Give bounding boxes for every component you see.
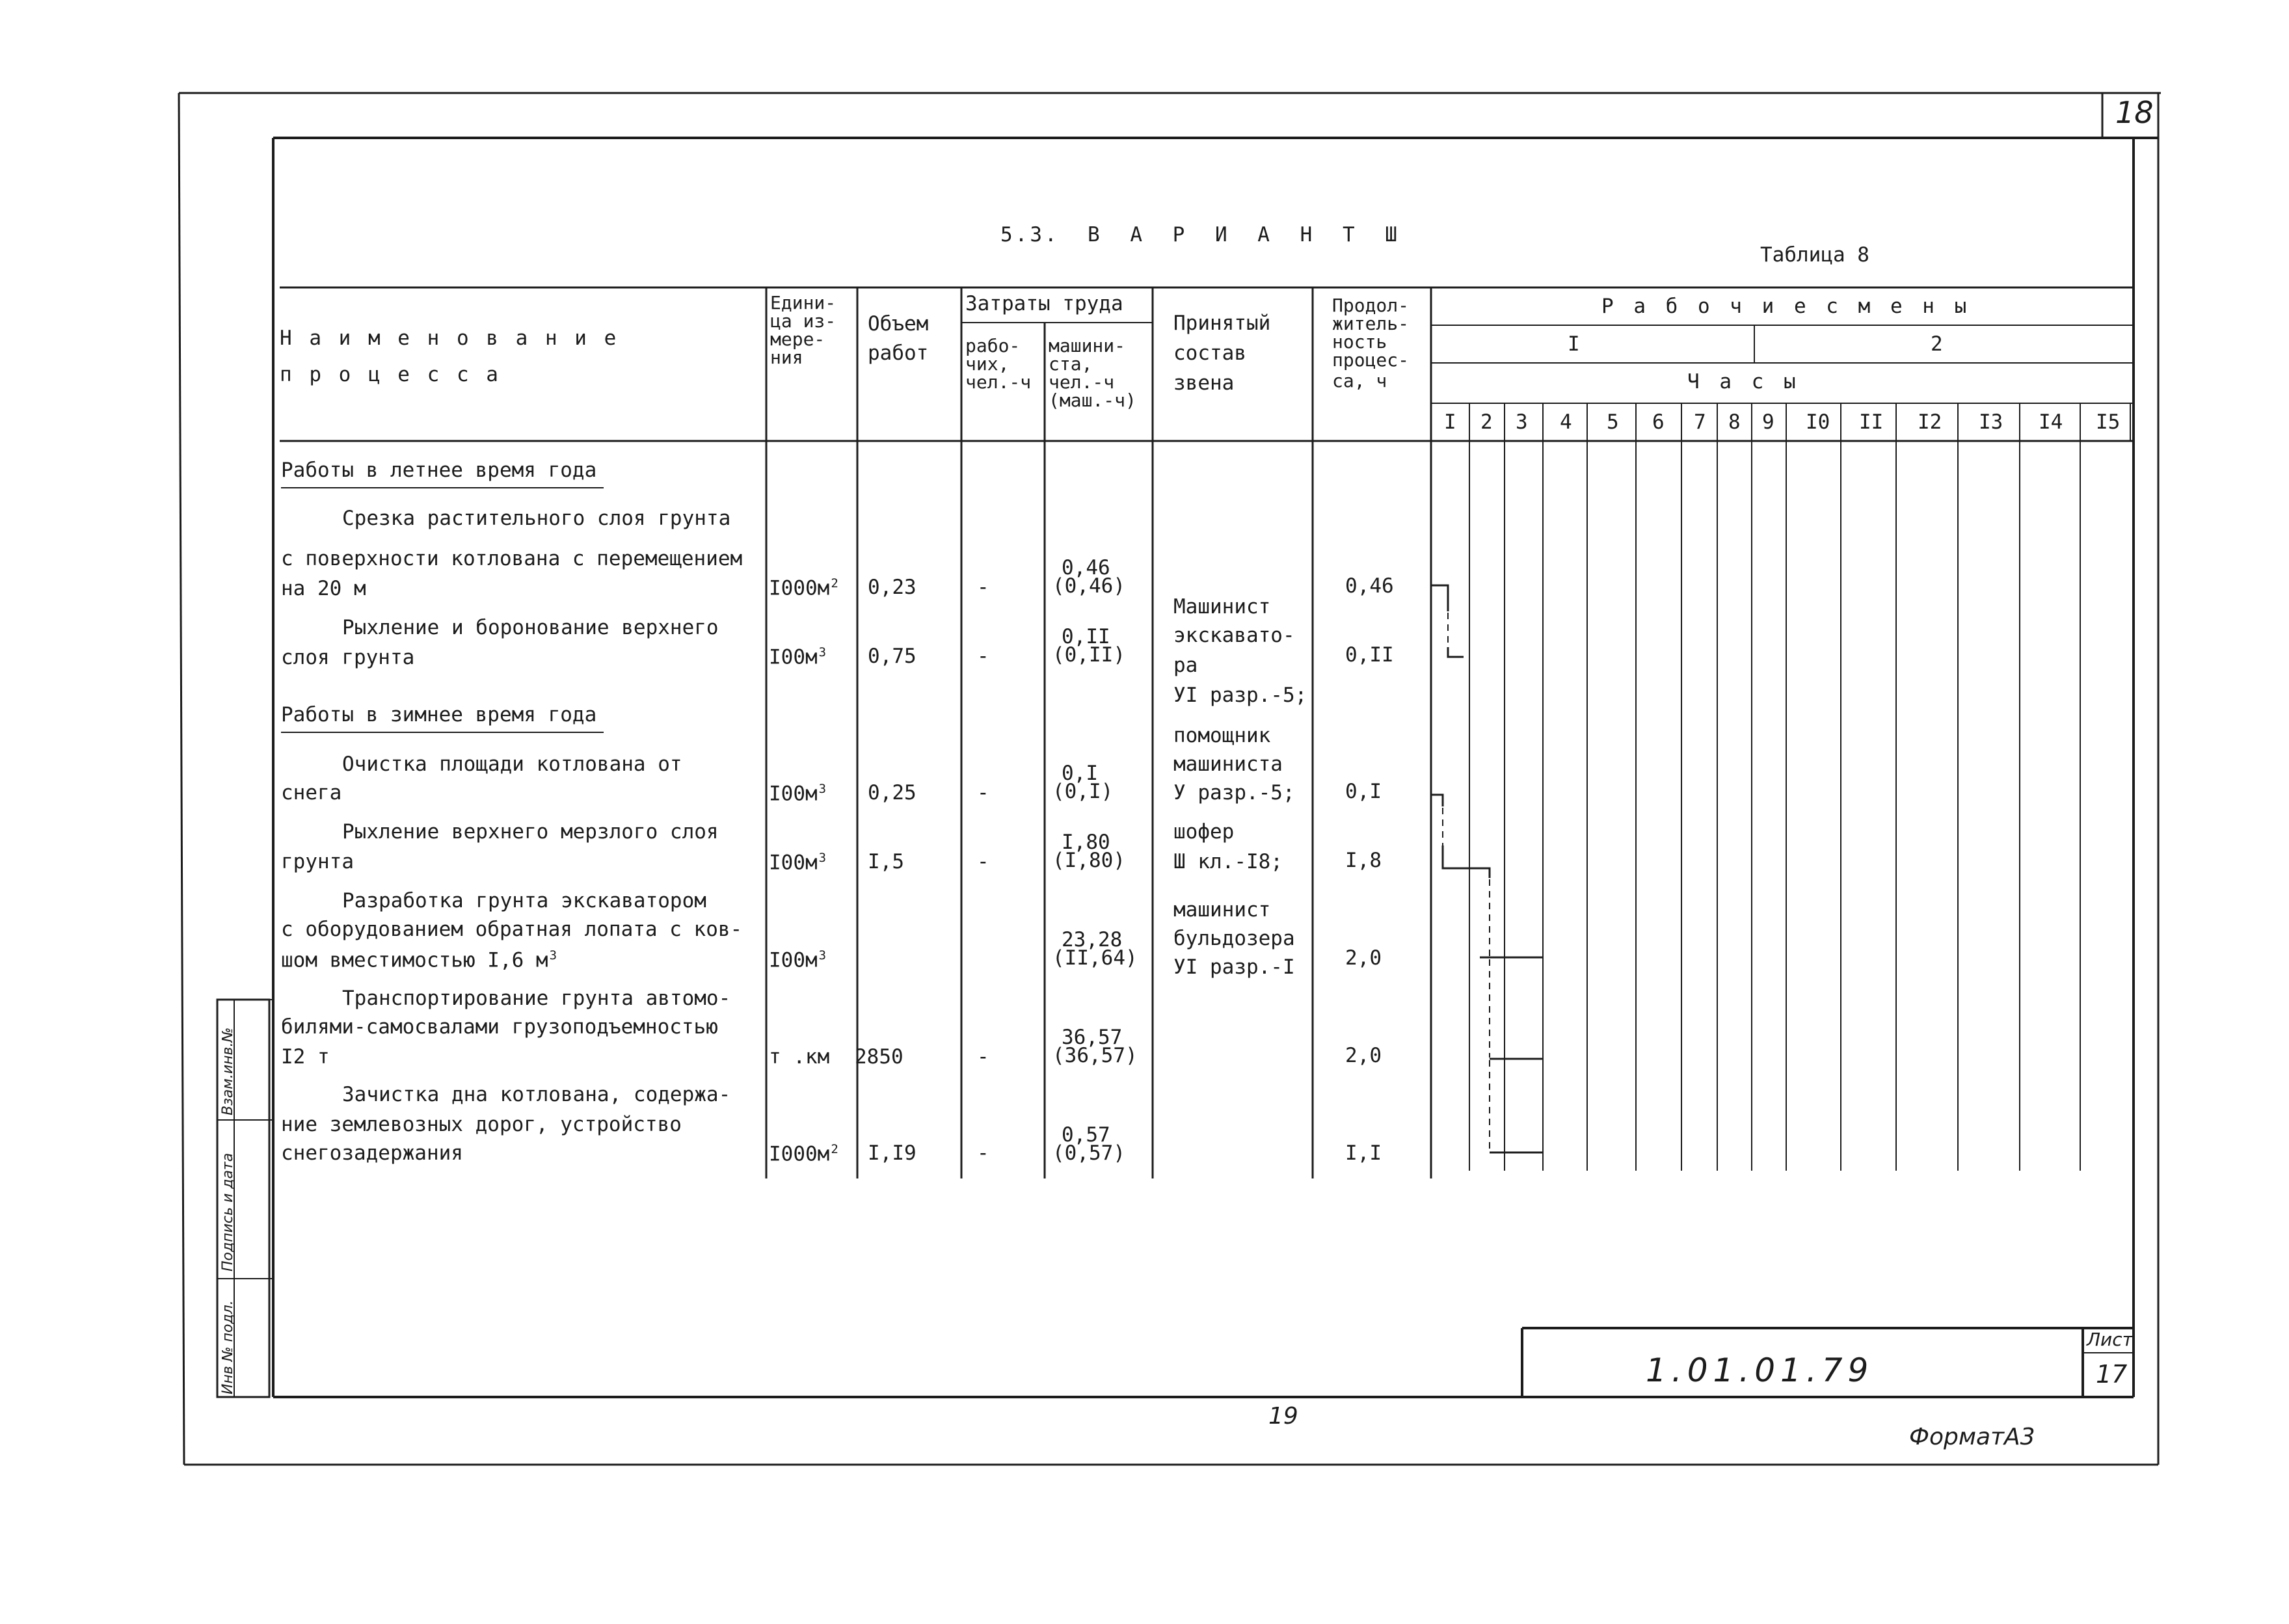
header-mach-4: (маш.-ч): [1049, 390, 1136, 411]
header-volume-1: Объем: [868, 312, 929, 336]
hour-13: I3: [1979, 410, 2003, 434]
row5-mach: 23,28: [1062, 928, 1123, 952]
row7-workers: -: [977, 1141, 989, 1165]
row5-name-2: с оборудованием обратная лопата с ков-: [281, 918, 743, 941]
header-name-line1: Н а и м е н о в а н и е: [280, 326, 619, 350]
header-mach-1: машини-: [1049, 335, 1126, 356]
row1-duration: 0,46: [1345, 574, 1394, 598]
row6-mach-h: (36,57): [1052, 1044, 1138, 1067]
row3-mach-h: (0,I): [1052, 780, 1114, 803]
crew-winter-8: УI разр.-I: [1173, 955, 1295, 979]
header-volume-2: работ: [868, 341, 929, 365]
row2-name-2: слоя грунта: [281, 646, 415, 669]
row4-name-1: Рыхление верхнего мерзлого слоя: [342, 820, 719, 844]
header-mach-3: чел.-ч: [1049, 371, 1115, 393]
row6-volume: 2850: [855, 1045, 904, 1069]
row1-volume: 0,23: [868, 576, 917, 599]
hour-9: 9: [1762, 410, 1774, 434]
row6-duration: 2,0: [1345, 1044, 1382, 1067]
hour-1: I: [1444, 410, 1456, 434]
row5-name-1: Разработка грунта экскаватором: [342, 889, 706, 912]
crew-winter-3: У разр.-5;: [1173, 781, 1295, 805]
row6-name-2: билями-самосвалами грузоподъемностью: [281, 1015, 718, 1039]
header-duration-1: Продол-: [1332, 295, 1410, 316]
header-duration-5: са, ч: [1332, 370, 1387, 392]
row3-unit: I00м $^3$: [769, 782, 827, 806]
row1-name-2: с поверхности котлована с перемещением: [281, 547, 743, 570]
row2-unit: I00м $^3$: [769, 645, 827, 669]
crew-winter-5: Ш кл.-I8;: [1173, 850, 1283, 873]
header-workers-1: рабо-: [965, 335, 1021, 356]
row4-duration: I,8: [1345, 849, 1382, 872]
row1-name-3: на 20 м: [281, 577, 366, 600]
hour-11: II: [1859, 410, 1884, 434]
page-number-top: 18: [2115, 95, 2154, 130]
row1-mach: 0,46: [1062, 556, 1110, 579]
row2-name-1: Рыхление и боронование верхнего: [342, 616, 719, 639]
row7-name-2: ние землевозных дорог, устройство: [281, 1113, 682, 1136]
crew-summer-4: УI разр.-5;: [1173, 684, 1307, 707]
hour-5: 5: [1607, 410, 1619, 434]
header-unit-3: мере-: [770, 328, 825, 350]
row7-name-1: Зачистка дна котлована, содержа-: [342, 1083, 731, 1106]
header-mach-2: ста,: [1049, 353, 1093, 375]
variant-title: В А Р И А Н Т Ш: [1088, 223, 1406, 246]
row4-workers: -: [977, 850, 989, 873]
crew-winter-7: бульдозера: [1173, 927, 1295, 950]
row4-mach: I,80: [1062, 831, 1110, 854]
header-duration-3: ность: [1332, 331, 1387, 353]
hour-8: 8: [1728, 410, 1741, 434]
row5-mach-h: (II,64): [1052, 946, 1138, 970]
row3-mach: 0,I: [1062, 762, 1098, 785]
row2-duration: 0,II: [1345, 643, 1394, 667]
hour-14: I4: [2039, 410, 2063, 434]
hour-10: I0: [1806, 410, 1830, 434]
row5-unit: I00м $^3$: [769, 948, 827, 972]
row5-name-3: шом вместимостью I,6 м $^3$: [281, 948, 557, 972]
row7-name-3: снегозадержания: [281, 1141, 463, 1165]
row7-duration: I,I: [1345, 1141, 1382, 1165]
row3-name-1: Очистка площади котлована от: [342, 752, 682, 776]
row4-volume: I,5: [868, 850, 904, 873]
row6-name-1: Транспортирование грунта автомо-: [342, 987, 731, 1010]
header-shifts-group: Р а б о ч и е с м е н ы: [1601, 295, 1971, 318]
row6-name-3: I2 т: [281, 1045, 330, 1069]
header-duration-2: житель-: [1332, 313, 1410, 334]
hour-7: 7: [1694, 410, 1706, 434]
header-labor-group: Затраты труда: [965, 292, 1123, 315]
stamp-signature-date: Подпись и дата: [220, 1152, 236, 1271]
row2-volume: 0,75: [868, 645, 917, 668]
row2-mach-h: (0,II): [1052, 643, 1125, 667]
row2-workers: -: [977, 645, 989, 668]
hour-2: 2: [1480, 410, 1493, 434]
hour-3: 3: [1516, 410, 1528, 434]
header-unit-4: ния: [770, 347, 803, 368]
row4-unit: I00м $^3$: [769, 851, 827, 875]
row1-name-1: Срезка растительного слоя грунта: [342, 507, 731, 530]
header-crew-1: Принятый: [1173, 312, 1271, 335]
crew-summer-1: Машинист: [1173, 595, 1271, 619]
header-workers-3: чел.-ч: [965, 371, 1032, 393]
section-summer: Работы в летнее время года: [281, 459, 597, 482]
row4-mach-h: (I,80): [1052, 849, 1125, 872]
row4-name-2: грунта: [281, 850, 354, 873]
section-number: 5.3.: [1000, 223, 1060, 246]
row6-unit: т .км: [769, 1045, 830, 1069]
sheet-number: 17: [2096, 1360, 2128, 1389]
row6-workers: -: [977, 1045, 989, 1069]
header-duration-4: процес-: [1332, 349, 1410, 371]
header-shift-2: 2: [1931, 332, 1943, 356]
document-code: 1.01.01.79: [1646, 1351, 1874, 1389]
hour-12: I2: [1918, 410, 1942, 434]
header-workers-2: чих,: [965, 353, 1010, 375]
row2-mach: 0,II: [1062, 625, 1110, 648]
row3-workers: -: [977, 781, 989, 805]
header-name-line2: п р о ц е с с а: [280, 363, 501, 386]
row3-name-2: снега: [281, 781, 342, 805]
hour-6: 6: [1652, 410, 1665, 434]
row7-volume: I,I9: [868, 1141, 917, 1165]
row3-duration: 0,I: [1345, 780, 1382, 803]
crew-winter-2: машиниста: [1173, 752, 1283, 776]
header-shift-1: I: [1568, 332, 1580, 356]
row1-workers: -: [977, 576, 989, 599]
crew-summer-2: экскавато-: [1173, 624, 1295, 647]
row1-unit: I000м $^2$: [769, 576, 838, 600]
crew-winter-4: шофер: [1173, 820, 1235, 844]
header-unit-1: Едини-: [770, 292, 837, 313]
page-number-bottom: 19: [1268, 1403, 1298, 1430]
stamp-replaces-inv: Взам.инв.№: [220, 1027, 236, 1115]
stamp-inv-number: Инв № подл.: [220, 1300, 236, 1394]
row3-volume: 0,25: [868, 781, 917, 805]
sheet-label: Лист: [2087, 1329, 2133, 1350]
row5-duration: 2,0: [1345, 946, 1382, 970]
crew-summer-3: ра: [1173, 654, 1198, 677]
section-winter: Работы в зимнее время года: [281, 703, 597, 726]
hour-4: 4: [1560, 410, 1572, 434]
crew-winter-6: машинист: [1173, 898, 1271, 922]
row7-mach-h: (0,57): [1052, 1141, 1125, 1165]
hour-15: I5: [2096, 410, 2121, 434]
crew-winter-1: помощник: [1173, 724, 1271, 747]
row7-mach: 0,57: [1062, 1123, 1110, 1147]
header-hours-group: Ч а с ы: [1687, 370, 1800, 393]
header-crew-2: состав: [1173, 341, 1246, 365]
row6-mach: 36,57: [1062, 1026, 1123, 1049]
format-label: ФорматА3: [1909, 1424, 2035, 1450]
table-label: Таблица 8: [1760, 243, 1869, 267]
row1-mach-h: (0,46): [1052, 574, 1125, 598]
header-unit-2: ца из-: [770, 310, 837, 332]
row7-unit: I000м $^2$: [769, 1142, 838, 1166]
header-crew-3: звена: [1173, 371, 1235, 395]
